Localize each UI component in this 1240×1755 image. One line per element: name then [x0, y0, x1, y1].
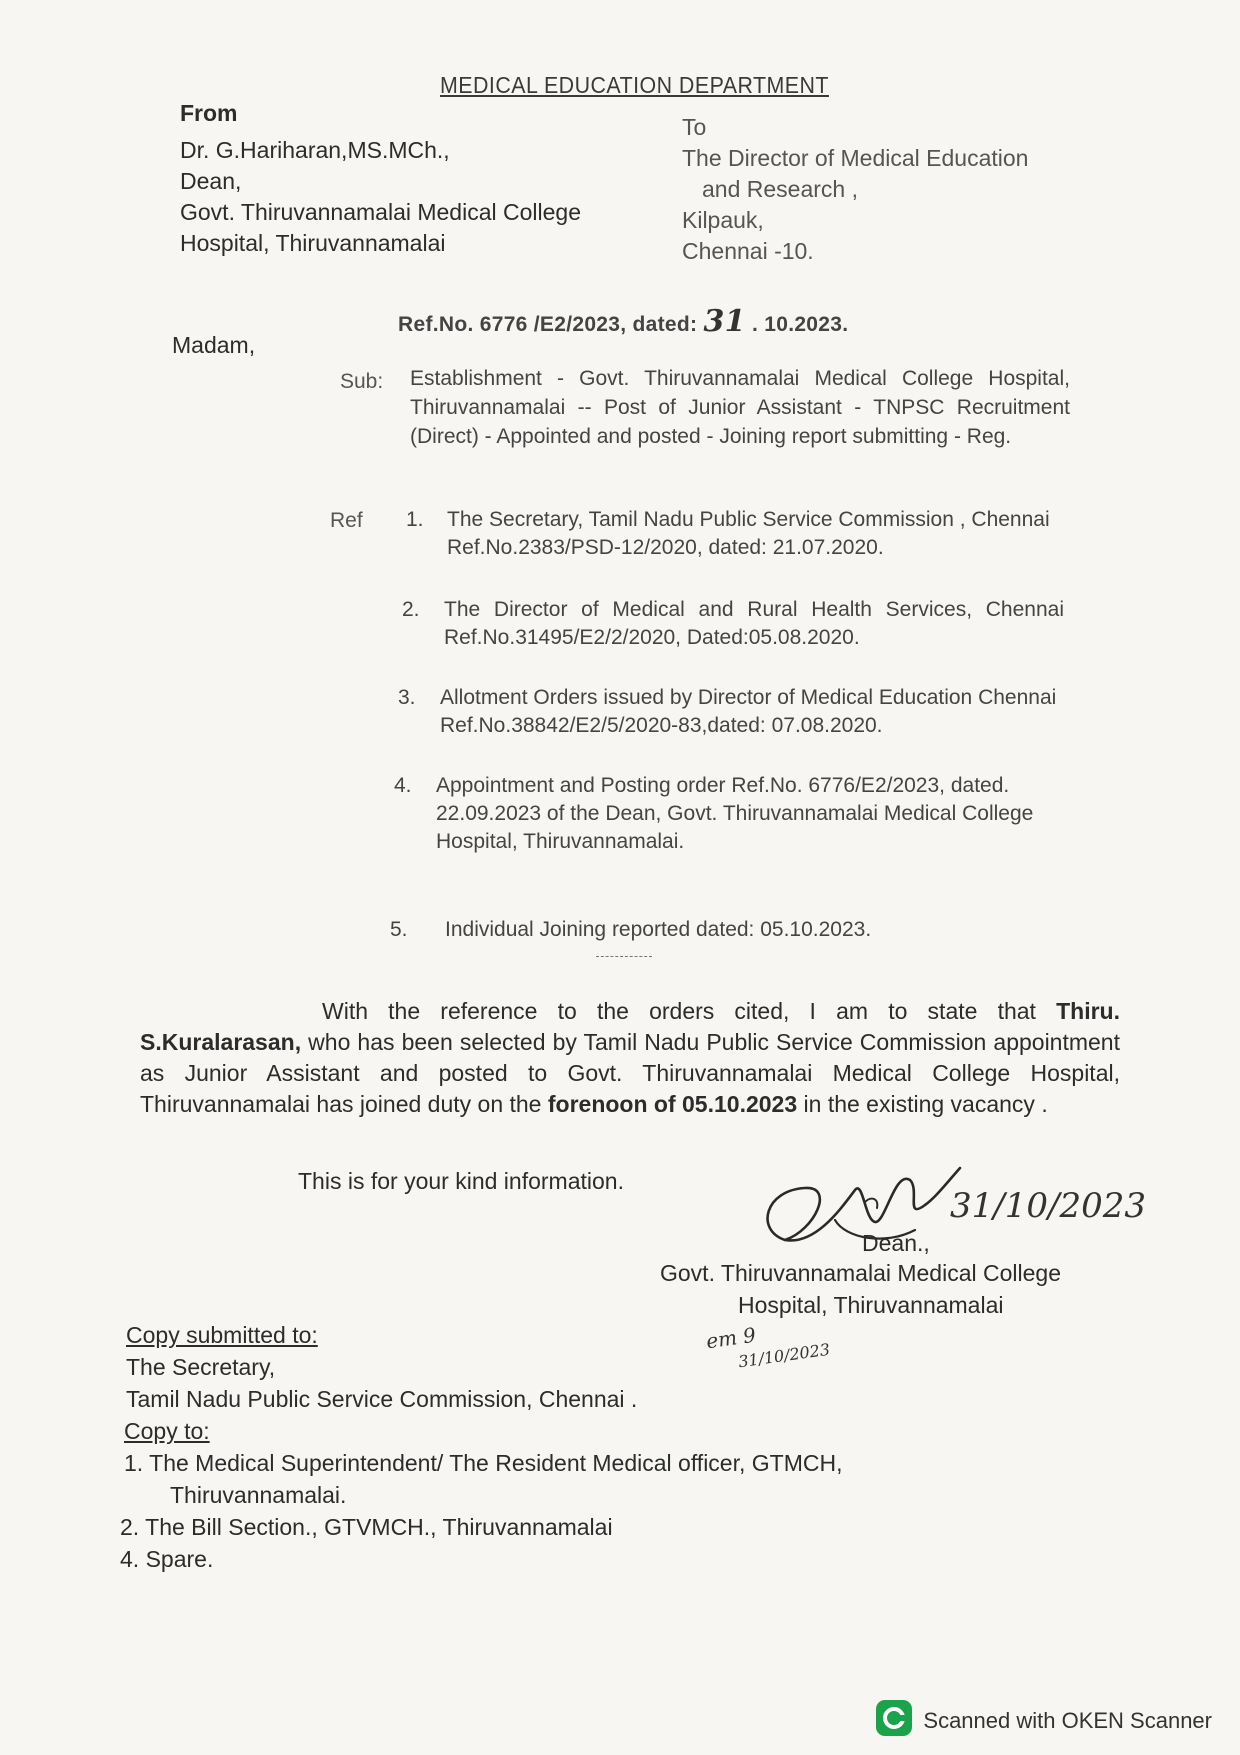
signatory-org-line1: Govt. Thiruvannamalai Medical College	[660, 1260, 1061, 1286]
reference-rest: . 10.2023.	[751, 313, 849, 336]
forenoon-text: forenoon of	[547, 1091, 676, 1117]
info-line: This is for your kind information.	[298, 1168, 624, 1194]
from-name: Dr. G.Hariharan,MS.MCh.,	[180, 137, 450, 163]
reference-5-number: 5.	[390, 918, 408, 941]
subject-label: Sub:	[340, 370, 384, 393]
reference-2-number: 2.	[402, 598, 420, 621]
reference-2-text: The Director of Medical and Rural Health Services, Chennai Ref.No.31495/E2/2/2020, Dated:05.08.2020.	[444, 598, 1064, 649]
employee-name: Thiru. S.Kuralarasan,	[140, 998, 1120, 1055]
from-org-line1: Govt. Thiruvannamalai Medical College	[180, 199, 581, 225]
reference-1-text: The Secretary, Tamil Nadu Public Service Commission , Chennai Ref.No.2383/PSD-12/2020, dated: 21.07.2020.	[447, 508, 1050, 559]
copy-submitted-line1: The Secretary,	[126, 1354, 276, 1380]
scanner-badge-text: Scanned with OKEN Scanner	[923, 1708, 1212, 1733]
salutation: Madam,	[172, 332, 256, 358]
copy-submitted-line2: Tamil Nadu Public Service Commission, Chennai .	[126, 1386, 638, 1412]
copy-to-item-2: 2. The Bill Section., GTVMCH., Thiruvannamalai	[120, 1514, 613, 1540]
from-block	[180, 98, 581, 259]
reference-line	[398, 304, 848, 339]
to-block	[682, 112, 1028, 267]
from-label: From	[180, 100, 238, 126]
divider	[596, 956, 652, 957]
department-heading: MEDICAL EDUCATION DEPARTMENT	[440, 72, 829, 98]
copy-submitted-label: Copy submitted to:	[126, 1322, 318, 1348]
reference-1-number: 1.	[406, 508, 424, 531]
body-intro: With the reference to the orders cited, I am to state that	[322, 998, 1036, 1024]
reference-3-number: 3.	[398, 686, 416, 709]
signatory-org-line2: Hospital, Thiruvannamalai	[738, 1292, 1004, 1318]
reference-4-text: Appointment and Posting order Ref.No. 6776/E2/2023, dated. 22.09.2023 of the Dean, Govt. Thiruvannamalai Medical College Hospital, Thiruvannamalai.	[436, 774, 1034, 853]
subject-text: Establishment - Govt. Thiruvannamalai Medical College Hospital, Thiruvannamalai -- Post of Junior Assistant - TNPSC Recruitment (Direct) - Appointed and posted - Joining report submitting - Reg.	[410, 367, 1070, 448]
to-label: To	[682, 114, 707, 140]
reference-3-text: Allotment Orders issued by Director of Medical Education Chennai Ref.No.38842/E2/5/2020-83,dated: 07.08.2020.	[440, 686, 1057, 737]
from-designation: Dean,	[180, 168, 242, 194]
scanner-logo-icon	[875, 1699, 913, 1743]
to-line3: Kilpauk,	[682, 207, 764, 233]
copy-to-item-3: 4. Spare.	[120, 1546, 214, 1572]
initials-mark: em 9	[704, 1322, 758, 1354]
from-org-line2: Hospital, Thiruvannamalai	[180, 230, 446, 256]
body-middle: who has been selected by Tamil Nadu Public Service Commission appointment as Junior Assistant and posted to Govt. Thiruvannamalai Medical College Hospital, Thiruvannamalai has joined duty on the	[140, 1029, 1120, 1117]
body-end: in the existing vacancy .	[797, 1091, 1048, 1117]
body-paragraph	[140, 996, 1120, 1120]
reference-5-text: Individual Joining reported dated: 05.10.2023.	[445, 918, 872, 941]
copy-to-label: Copy to:	[124, 1418, 210, 1444]
reference-4-number: 4.	[394, 774, 412, 797]
to-line4: Chennai -10.	[682, 238, 814, 264]
copy-to-item-1: 1. The Medical Superintendent/ The Resident Medical officer, GTMCH,	[124, 1450, 843, 1476]
initials-date: 31/10/2023	[737, 1339, 832, 1372]
scanner-badge	[875, 1699, 1212, 1743]
handwritten-day: 31	[703, 304, 746, 339]
copy-to-item-1-cont: Thiruvannamalai.	[170, 1482, 347, 1508]
to-line1: The Director of Medical Education	[682, 145, 1029, 171]
signature-date: 31/10/2023	[950, 1186, 1146, 1226]
joining-date: 05.10.2023	[682, 1091, 798, 1117]
to-line2: and Research ,	[702, 176, 858, 202]
references-label: Ref	[330, 509, 363, 532]
reference-prefix: Ref.No. 6776 /E2/2023, dated:	[398, 313, 698, 336]
signatory-title: Dean.,	[862, 1230, 930, 1256]
